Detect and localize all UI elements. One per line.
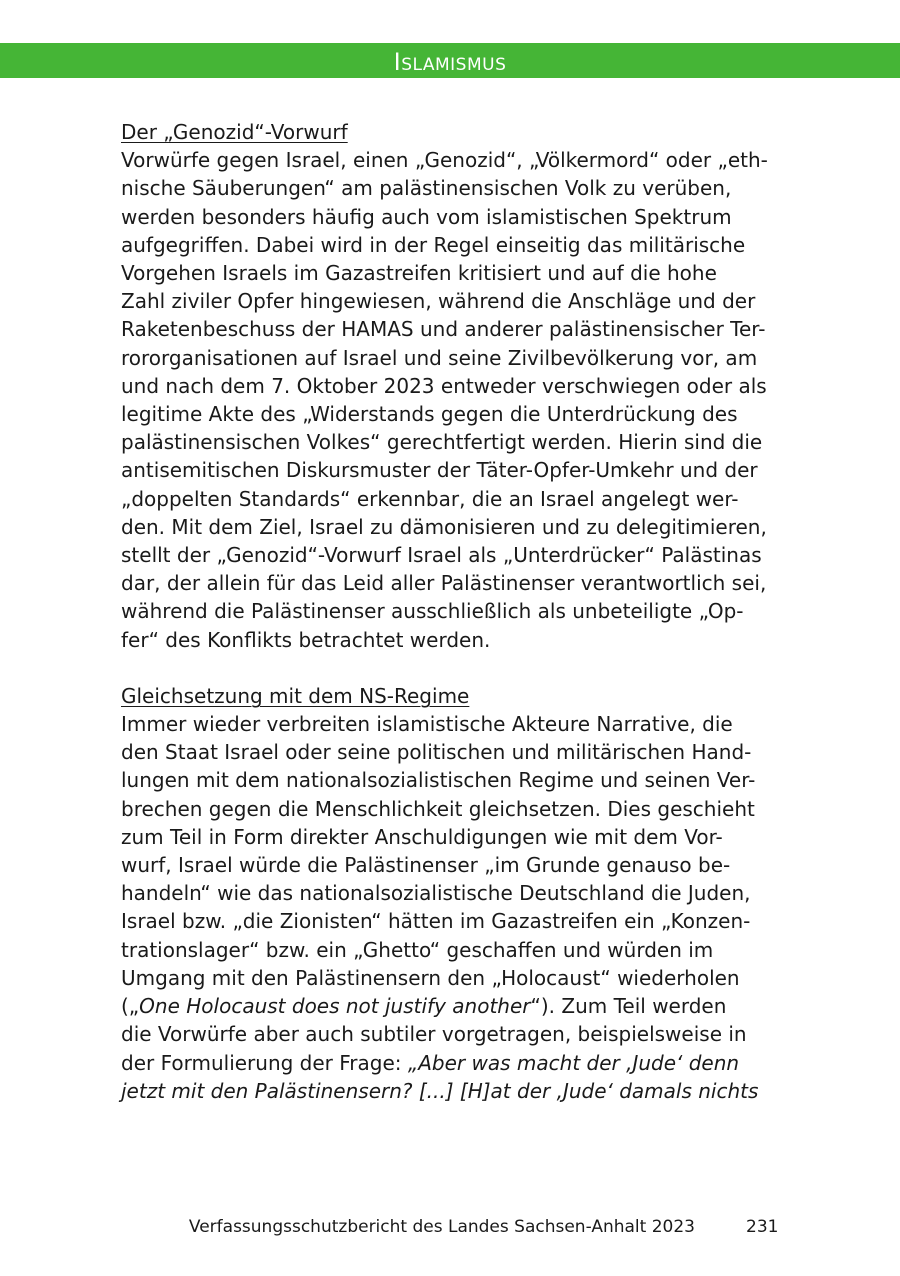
text-line: stellt der „Genozid“-Vorwurf Israel als „Unterdrücker“ Palästinas [121,543,762,568]
section-header-title: Islamismus [393,48,507,76]
page-footer [0,1214,900,1240]
section-heading: Der „Genozid“-Vorwurf [121,120,348,144]
text-line: aufgegriffen. Dabei wird in der Regel einseitig das militärische [121,232,746,257]
section-ns-comparison [121,682,776,1105]
main-content [121,118,776,1105]
paragraph [121,146,776,654]
text-line: Israel bzw. „die Zionisten“ hätten im Gazastreifen ein „Konzen- [121,909,751,934]
text-line-question [121,1049,776,1077]
section-header-bar [0,43,900,78]
page-number: 231 [746,1217,779,1237]
text-line: zum Teil in Form direkter Anschuldigungen wie mit dem Vor- [121,824,723,849]
text-line: dar, der allein für das Leid aller Palästinenser verantwortlich sei, [121,571,767,596]
section-genocide-accusation [121,118,776,654]
section-heading: Gleichsetzung mit dem NS-Regime [121,683,470,708]
text-line: legitime Akte des „Widerstands gegen die Unterdrückung des [121,402,738,427]
text-line-italic: jetzt mit den Palästinensern? [...] [H]at der ‚Jude‘ damals nichts [121,1078,759,1103]
text-line: den. Mit dem Ziel, Israel zu dämonisieren und zu delegitimieren, [121,514,767,539]
text-line: palästinensischen Volkes“ gerechtfertigt werden. Hierin sind die [121,430,763,455]
text-line: rororganisationen auf Israel und seine Zivilbevölkerung vor, am [121,345,758,370]
text-line: während die Palästinenser ausschließlich als unbeteiligte „Op- [121,599,744,624]
text-line: Raketenbeschuss der HAMAS und anderer palästinensischer Ter- [121,317,766,342]
text-line: Vorgehen Israels im Gazastreifen kritisiert und auf die hohe [121,261,717,286]
text-line: den Staat Israel oder seine politischen und militärischen Hand- [121,740,752,765]
paragraph [121,710,776,1105]
text-line: lungen mit dem nationalsozialistischen Regime und seinen Ver- [121,768,756,793]
text-line: antisemitischen Diskursmuster der Täter-Opfer-Umkehr und der [121,458,758,483]
text-line: wurf, Israel würde die Palästinenser „im Grunde genauso be- [121,853,731,878]
text-line: fer“ des Konflikts betrachtet werden. [121,627,491,652]
text-line: werden besonders häufig auch vom islamistischen Spektrum [121,204,732,229]
text-line: Vorwürfe gegen Israel, einen „Genozid“, „Völkermord“ oder „eth- [121,148,768,173]
text-line: brechen gegen die Menschlichkeit gleichsetzen. Dies geschieht [121,796,755,821]
text-line: nische Säuberungen“ am palästinensischen Volk zu verüben, [121,176,732,201]
question-italic: „Aber was macht der ‚Jude‘ denn [407,1050,740,1075]
quote-open: („ [121,994,140,1019]
footer-publication: Verfassungsschutzbericht des Landes Sachsen-Anhalt 2023 [188,1217,695,1237]
quote-italic: One Holocaust does not justify another [139,994,531,1019]
text-line: handeln“ wie das nationalsozialistische Deutschland die Juden, [121,881,751,906]
text-line: Zahl ziviler Opfer hingewiesen, während die Anschläge und der [121,289,756,314]
text-line: „doppelten Standards“ erkennbar, die an Israel angelegt wer- [121,486,739,511]
quote-close: “). Zum Teil werden [530,994,727,1019]
question-prefix: der Formulierung der Frage: [121,1050,408,1075]
text-line: und nach dem 7. Oktober 2023 entweder verschwiegen oder als [121,373,767,398]
text-line: die Vorwürfe aber auch subtiler vorgetragen, beispielsweise in [121,1022,747,1047]
text-line: Immer wieder verbreiten islamistische Akteure Narrative, die [121,712,733,737]
text-line: Umgang mit den Palästinensern den „Holocaust“ wiederholen [121,965,740,990]
text-line-quote [121,992,776,1020]
text-line: trationslager“ bzw. ein „Ghetto“ geschaffen und würden im [121,937,714,962]
